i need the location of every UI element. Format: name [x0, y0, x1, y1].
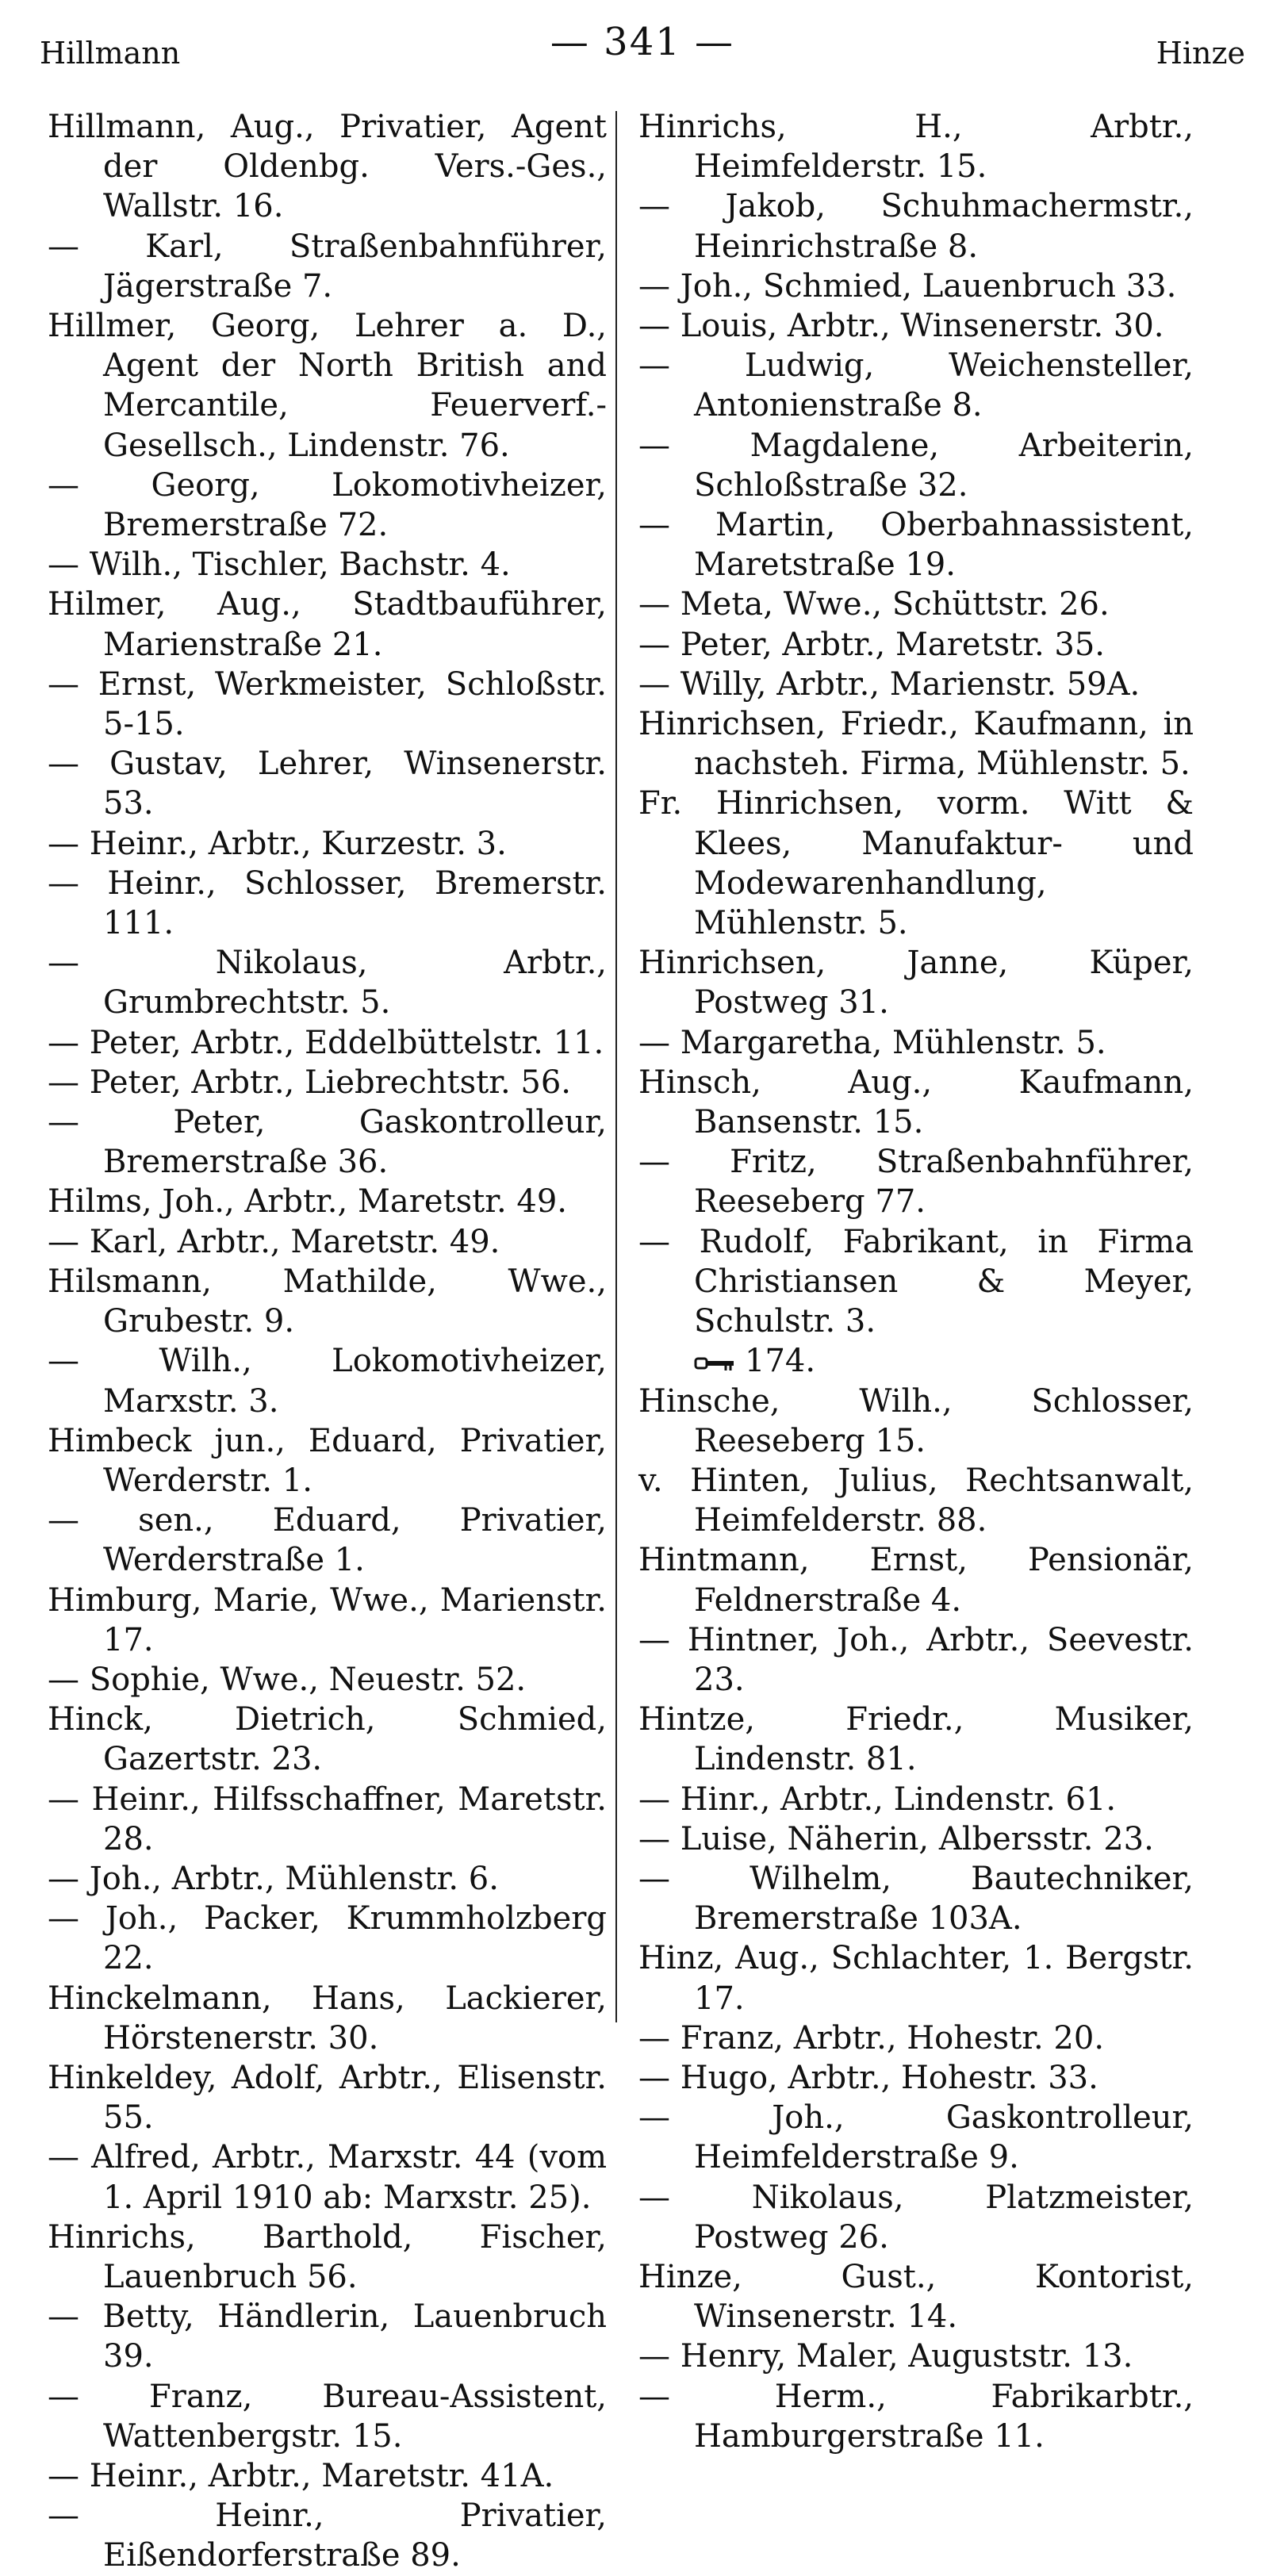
left-column	[48, 107, 607, 2576]
directory-entry: Hinck, Dietrich, Schmied, Gazertstr. 23.	[48, 1701, 607, 1778]
directory-entry: Hinrichs, Barthold, Fischer, Lauenbruch 56.	[48, 2218, 607, 2295]
directory-entry: Himburg, Marie, Wwe., Marienstr. 17.	[48, 1581, 607, 1658]
directory-entry: — Ernst, Werkmeister, Schloßstr. 5-15.	[48, 665, 607, 743]
directory-entry: Hintmann, Ernst, Pensionär, Feldnerstraße 4.	[638, 1542, 1194, 1619]
directory-entry: — Joh., Arbtr., Mühlenstr. 6.	[48, 1860, 499, 1897]
right-column	[638, 107, 1194, 2456]
telephone-number: 174.	[745, 1343, 816, 1380]
directory-entry: — Heinr., Arbtr., Maretstr. 41A.	[48, 2457, 554, 2494]
directory-entry: — Joh., Packer, Krummholzberg 22.	[48, 1900, 607, 1977]
directory-entry: Hillmer, Georg, Lehrer a. D., Agent der North British and Mercantile, Feuerverf.-Gesellsch., Lindenstr. 76.	[48, 308, 607, 464]
directory-entry: — Joh., Schmied, Lauenbruch 33.	[638, 267, 1177, 305]
directory-entry: — Gustav, Lehrer, Winsenerstr. 53.	[48, 746, 607, 822]
directory-entry: — Franz, Bureau-Assistent, Wattenbergstr. 15.	[48, 2378, 607, 2455]
directory-entry: Hinrichsen, Janne, Küper, Postweg 31.	[638, 945, 1194, 1022]
directory-entry: — Nikolaus, Platzmeister, Postweg 26.	[638, 2179, 1194, 2256]
directory-entry: Hinrichs, H., Arbtr., Heimfelderstr. 15.	[638, 109, 1194, 186]
directory-entry: — Magdalene, Arbeiterin, Schloßstraße 32.	[638, 427, 1194, 504]
directory-entry: — Nikolaus, Arbtr., Grumbrechtstr. 5.	[48, 945, 607, 1022]
directory-entry: — Betty, Händlerin, Lauenbruch 39.	[48, 2298, 607, 2375]
directory-entry: — Heinr., Hilfsschaffner, Maretstr. 28.	[48, 1781, 607, 1857]
directory-entry: — Louis, Arbtr., Winsenerstr. 30.	[638, 308, 1164, 345]
directory-entry: — Herm., Fabrikarbtr., Hamburgerstraße 11.	[638, 2378, 1194, 2455]
directory-entry: — Peter, Gaskontrolleur, Bremerstraße 36.	[48, 1104, 607, 1181]
directory-entry: — Wilh., Lokomotivheizer, Marxstr. 3.	[48, 1343, 607, 1420]
telephone-line	[638, 1341, 1194, 1381]
directory-entry: — Hintner, Joh., Arbtr., Seevestr. 23.	[638, 1621, 1194, 1698]
directory-entry: — Alfred, Arbtr., Marxstr. 44 (vom 1. April 1910 ab: Marxstr. 25).	[48, 2139, 607, 2216]
directory-entry: — Rudolf, Fabrikant, in Firma Christiansen & Meyer, Schulstr. 3.	[638, 1223, 1194, 1340]
directory-entry: — Willy, Arbtr., Marienstr. 59A.	[638, 665, 1141, 703]
directory-entry: Hilsmann, Mathilde, Wwe., Grubestr. 9.	[48, 1263, 607, 1340]
page-number: — 341 —	[550, 20, 735, 64]
directory-entry: Fr. Hinrichsen, vorm. Witt & Klees, Manufaktur- und Modewarenhandlung, Mühlenstr. 5.	[638, 785, 1194, 942]
directory-entry: Hilms, Joh., Arbtr., Maretstr. 49.	[48, 1183, 567, 1221]
directory-entry: — Karl, Straßenbahnführer, Jägerstraße 7.	[48, 228, 607, 305]
directory-entry: — Peter, Arbtr., Liebrechtstr. 56.	[48, 1064, 571, 1101]
directory-entry: Hinrichsen, Friedr., Kaufmann, in nachsteh. Firma, Mühlenstr. 5.	[638, 706, 1194, 783]
running-head-right: Hinze	[1156, 36, 1245, 71]
directory-entry: Hinsch, Aug., Kaufmann, Bansenstr. 15.	[638, 1064, 1194, 1141]
directory-entry: — Heinr., Privatier, Eißendorferstraße 89.	[48, 2497, 607, 2574]
directory-entry: — Hugo, Arbtr., Hohestr. 33.	[638, 2059, 1098, 2096]
directory-entry: — Jakob, Schuhmachermstr., Heinrichstraße 8.	[638, 188, 1194, 265]
column-divider	[615, 111, 617, 2022]
directory-entry: Himbeck jun., Eduard, Privatier, Werderstr. 1.	[48, 1422, 607, 1499]
running-head-left: Hillmann	[40, 36, 181, 71]
directory-entry: — Meta, Wwe., Schüttstr. 26.	[638, 586, 1110, 623]
directory-entry: — Margaretha, Mühlenstr. 5.	[638, 1024, 1106, 1061]
directory-entry: Hilmer, Aug., Stadtbauführer, Marienstraße 21.	[48, 586, 607, 663]
directory-entry: — Karl, Arbtr., Maretstr. 49.	[48, 1223, 500, 1260]
directory-entry: — Franz, Arbtr., Hohestr. 20.	[638, 2019, 1105, 2057]
directory-entry: — sen., Eduard, Privatier, Werderstraße 1.	[48, 1502, 607, 1579]
directory-entry: — Henry, Maler, Auguststr. 13.	[638, 2338, 1133, 2375]
directory-entry: — Sophie, Wwe., Neuestr. 52.	[48, 1661, 527, 1698]
directory-entry: — Joh., Gaskontrolleur, Heimfelderstraße 9.	[638, 2099, 1194, 2176]
page-header	[40, 20, 1245, 71]
directory-entry: Hinz, Aug., Schlachter, 1. Bergstr. 17.	[638, 1940, 1194, 2017]
directory-entry: Hinckelmann, Hans, Lackierer, Hörstenerstr. 30.	[48, 1980, 607, 2057]
directory-entry: Hintze, Friedr., Musiker, Lindenstr. 81.	[638, 1701, 1194, 1778]
telephone-icon	[694, 1354, 737, 1373]
directory-entry: — Hinr., Arbtr., Lindenstr. 61.	[638, 1781, 1117, 1818]
directory-entry: Hillmann, Aug., Privatier, Agent der Oldenbg. Vers.-Ges., Wallstr. 16.	[48, 109, 607, 225]
directory-entry: — Ludwig, Weichensteller, Antonienstraße 8.	[638, 347, 1194, 424]
directory-entry: Hinsche, Wilh., Schlosser, Reeseberg 15.	[638, 1382, 1194, 1459]
directory-entry: — Heinr., Schlosser, Bremerstr. 111.	[48, 864, 607, 942]
directory-entry: — Peter, Arbtr., Maretstr. 35.	[638, 626, 1106, 663]
directory-entry: — Peter, Arbtr., Eddelbüttelstr. 11.	[48, 1024, 604, 1061]
directory-entry: — Heinr., Arbtr., Kurzestr. 3.	[48, 825, 507, 862]
directory-entry: Hinze, Gust., Kontorist, Winsenerstr. 14.	[638, 2258, 1194, 2336]
directory-entry: — Wilh., Tischler, Bachstr. 4.	[48, 546, 511, 584]
directory-entry: — Wilhelm, Bautechniker, Bremerstraße 103A.	[638, 1860, 1194, 1938]
directory-entry: — Fritz, Straßenbahnführer, Reeseberg 77.	[638, 1144, 1194, 1221]
directory-entry: — Georg, Lokomotivheizer, Bremerstraße 72.	[48, 466, 607, 544]
directory-entry: Hinkeldey, Adolf, Arbtr., Elisenstr. 55.	[48, 2059, 607, 2137]
directory-entry: v. Hinten, Julius, Rechtsanwalt, Heimfelderstr. 88.	[638, 1462, 1194, 1539]
directory-entry: — Martin, Oberbahnassistent, Maretstraße 19.	[638, 507, 1194, 584]
directory-entry: — Luise, Näherin, Albersstr. 23.	[638, 1820, 1154, 1857]
